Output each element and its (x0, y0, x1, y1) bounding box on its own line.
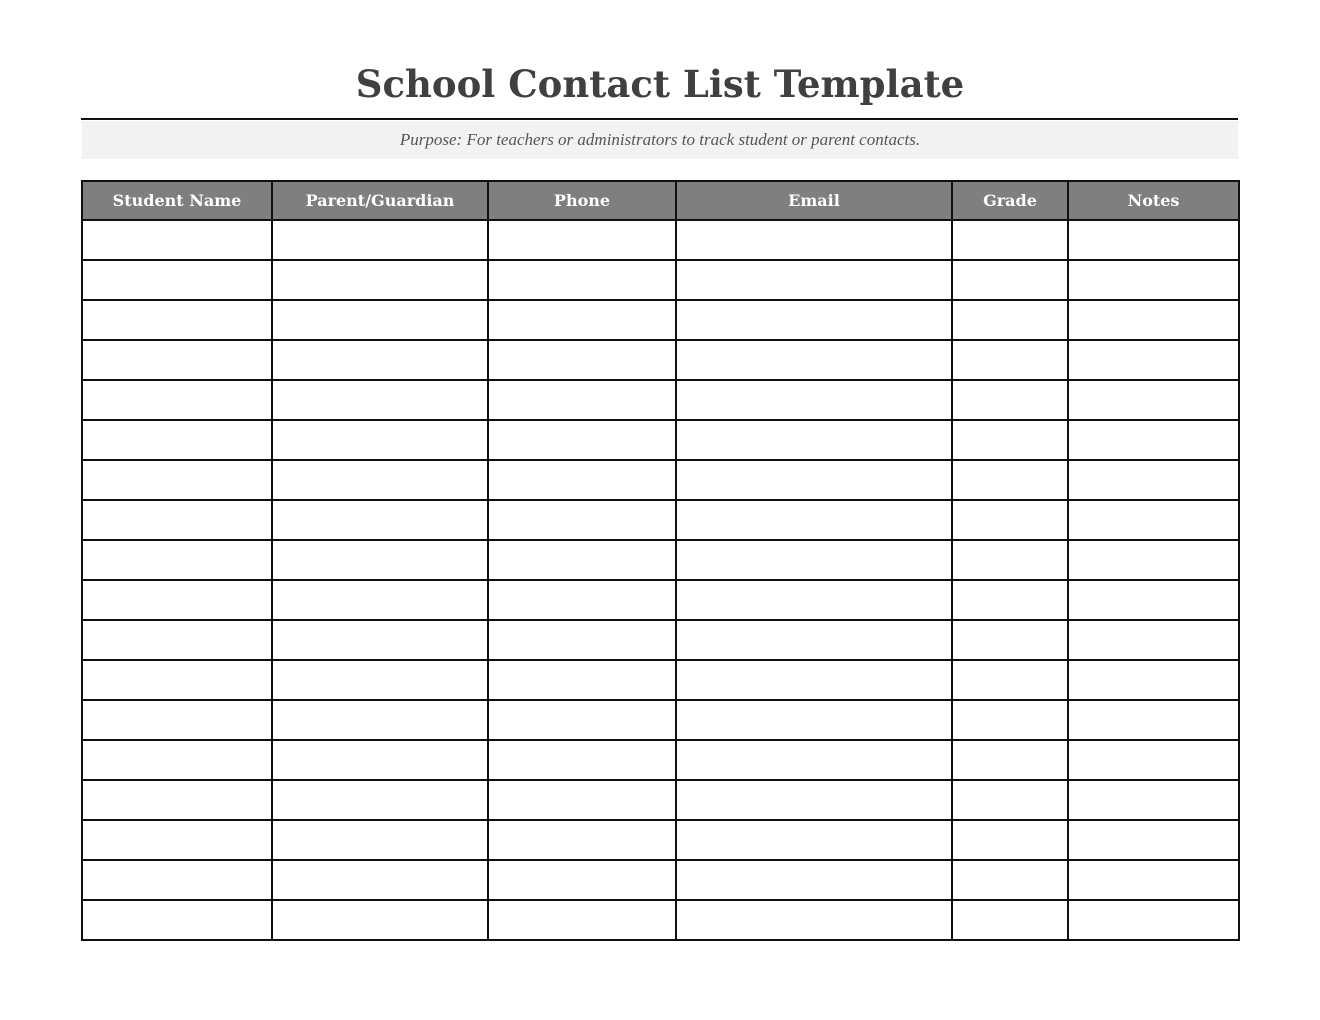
table-row (82, 260, 1239, 300)
table-row (82, 380, 1239, 420)
cell-student-name[interactable] (82, 260, 272, 300)
table-header-row (82, 181, 1239, 220)
cell-parent-guardian[interactable] (272, 660, 488, 700)
cell-student-name[interactable] (82, 900, 272, 940)
cell-parent-guardian[interactable] (272, 220, 488, 260)
cell-student-name[interactable] (82, 460, 272, 500)
cell-email[interactable] (676, 220, 952, 260)
cell-phone[interactable] (488, 500, 676, 540)
cell-parent-guardian[interactable] (272, 580, 488, 620)
cell-phone[interactable] (488, 340, 676, 380)
cell-parent-guardian[interactable] (272, 340, 488, 380)
cell-student-name[interactable] (82, 420, 272, 460)
cell-notes[interactable] (1068, 860, 1239, 900)
cell-parent-guardian[interactable] (272, 700, 488, 740)
cell-phone[interactable] (488, 740, 676, 780)
cell-phone[interactable] (488, 700, 676, 740)
cell-grade[interactable] (952, 500, 1068, 540)
cell-email[interactable] (676, 700, 952, 740)
cell-student-name[interactable] (82, 700, 272, 740)
table-row (82, 420, 1239, 460)
table-row (82, 340, 1239, 380)
column-header-parent-guardian: Parent/Guardian (272, 181, 488, 220)
cell-notes[interactable] (1068, 580, 1239, 620)
cell-parent-guardian[interactable] (272, 300, 488, 340)
cell-student-name[interactable] (82, 580, 272, 620)
cell-email[interactable] (676, 860, 952, 900)
table-row (82, 460, 1239, 500)
table-row (82, 300, 1239, 340)
cell-email[interactable] (676, 660, 952, 700)
cell-phone[interactable] (488, 540, 676, 580)
cell-phone[interactable] (488, 260, 676, 300)
cell-notes[interactable] (1068, 460, 1239, 500)
cell-phone[interactable] (488, 660, 676, 700)
cell-email[interactable] (676, 900, 952, 940)
cell-notes[interactable] (1068, 620, 1239, 660)
cell-phone[interactable] (488, 420, 676, 460)
cell-student-name[interactable] (82, 780, 272, 820)
contact-table (81, 180, 1240, 941)
column-header-grade: Grade (952, 181, 1068, 220)
cell-parent-guardian[interactable] (272, 380, 488, 420)
cell-notes[interactable] (1068, 260, 1239, 300)
cell-grade[interactable] (952, 540, 1068, 580)
cell-grade[interactable] (952, 620, 1068, 660)
cell-phone[interactable] (488, 820, 676, 860)
cell-parent-guardian[interactable] (272, 460, 488, 500)
purpose-banner: Purpose: For teachers or administrators to track student or parent contacts. (82, 121, 1238, 159)
cell-grade[interactable] (952, 260, 1068, 300)
cell-student-name[interactable] (82, 340, 272, 380)
cell-student-name[interactable] (82, 620, 272, 660)
cell-grade[interactable] (952, 340, 1068, 380)
cell-phone[interactable] (488, 620, 676, 660)
cell-grade[interactable] (952, 660, 1068, 700)
cell-student-name[interactable] (82, 300, 272, 340)
cell-grade[interactable] (952, 740, 1068, 780)
cell-notes[interactable] (1068, 500, 1239, 540)
cell-grade[interactable] (952, 460, 1068, 500)
table-row (82, 900, 1239, 940)
title-divider (81, 118, 1238, 120)
cell-notes[interactable] (1068, 660, 1239, 700)
cell-student-name[interactable] (82, 660, 272, 700)
cell-phone[interactable] (488, 380, 676, 420)
cell-phone[interactable] (488, 300, 676, 340)
cell-parent-guardian[interactable] (272, 740, 488, 780)
cell-grade[interactable] (952, 420, 1068, 460)
cell-email[interactable] (676, 340, 952, 380)
cell-phone[interactable] (488, 580, 676, 620)
cell-email[interactable] (676, 260, 952, 300)
cell-email[interactable] (676, 580, 952, 620)
cell-parent-guardian[interactable] (272, 900, 488, 940)
cell-email[interactable] (676, 620, 952, 660)
cell-grade[interactable] (952, 700, 1068, 740)
cell-notes[interactable] (1068, 740, 1239, 780)
cell-phone[interactable] (488, 860, 676, 900)
cell-parent-guardian[interactable] (272, 260, 488, 300)
column-header-email: Email (676, 181, 952, 220)
table-row (82, 660, 1239, 700)
cell-student-name[interactable] (82, 740, 272, 780)
cell-grade[interactable] (952, 380, 1068, 420)
cell-email[interactable] (676, 380, 952, 420)
cell-notes[interactable] (1068, 220, 1239, 260)
cell-student-name[interactable] (82, 500, 272, 540)
cell-phone[interactable] (488, 460, 676, 500)
cell-grade[interactable] (952, 580, 1068, 620)
cell-student-name[interactable] (82, 540, 272, 580)
cell-student-name[interactable] (82, 380, 272, 420)
cell-email[interactable] (676, 820, 952, 860)
cell-notes[interactable] (1068, 780, 1239, 820)
table-row (82, 780, 1239, 820)
column-header-student-name: Student Name (82, 181, 272, 220)
table-row (82, 620, 1239, 660)
cell-notes[interactable] (1068, 420, 1239, 460)
cell-student-name[interactable] (82, 860, 272, 900)
table-row (82, 220, 1239, 260)
cell-email[interactable] (676, 300, 952, 340)
table-row (82, 500, 1239, 540)
cell-notes[interactable] (1068, 540, 1239, 580)
table-row (82, 860, 1239, 900)
cell-email[interactable] (676, 540, 952, 580)
cell-grade[interactable] (952, 300, 1068, 340)
column-header-phone: Phone (488, 181, 676, 220)
cell-email[interactable] (676, 460, 952, 500)
cell-parent-guardian[interactable] (272, 420, 488, 460)
cell-parent-guardian[interactable] (272, 860, 488, 900)
cell-email[interactable] (676, 740, 952, 780)
cell-student-name[interactable] (82, 820, 272, 860)
cell-notes[interactable] (1068, 380, 1239, 420)
cell-parent-guardian[interactable] (272, 540, 488, 580)
cell-parent-guardian[interactable] (272, 620, 488, 660)
cell-parent-guardian[interactable] (272, 780, 488, 820)
cell-email[interactable] (676, 500, 952, 540)
table-row (82, 820, 1239, 860)
cell-grade[interactable] (952, 900, 1068, 940)
cell-grade[interactable] (952, 780, 1068, 820)
cell-parent-guardian[interactable] (272, 820, 488, 860)
cell-notes[interactable] (1068, 900, 1239, 940)
cell-phone[interactable] (488, 220, 676, 260)
cell-parent-guardian[interactable] (272, 500, 488, 540)
cell-email[interactable] (676, 420, 952, 460)
cell-notes[interactable] (1068, 820, 1239, 860)
page-title: School Contact List Template (355, 62, 965, 106)
table-row (82, 740, 1239, 780)
cell-grade[interactable] (952, 820, 1068, 860)
cell-notes[interactable] (1068, 300, 1239, 340)
cell-student-name[interactable] (82, 220, 272, 260)
table-row (82, 700, 1239, 740)
cell-phone[interactable] (488, 900, 676, 940)
cell-notes[interactable] (1068, 700, 1239, 740)
cell-notes[interactable] (1068, 340, 1239, 380)
cell-grade[interactable] (952, 220, 1068, 260)
table-row (82, 540, 1239, 580)
cell-phone[interactable] (488, 780, 676, 820)
cell-grade[interactable] (952, 860, 1068, 900)
table-row (82, 580, 1239, 620)
column-header-notes: Notes (1068, 181, 1239, 220)
cell-email[interactable] (676, 780, 952, 820)
